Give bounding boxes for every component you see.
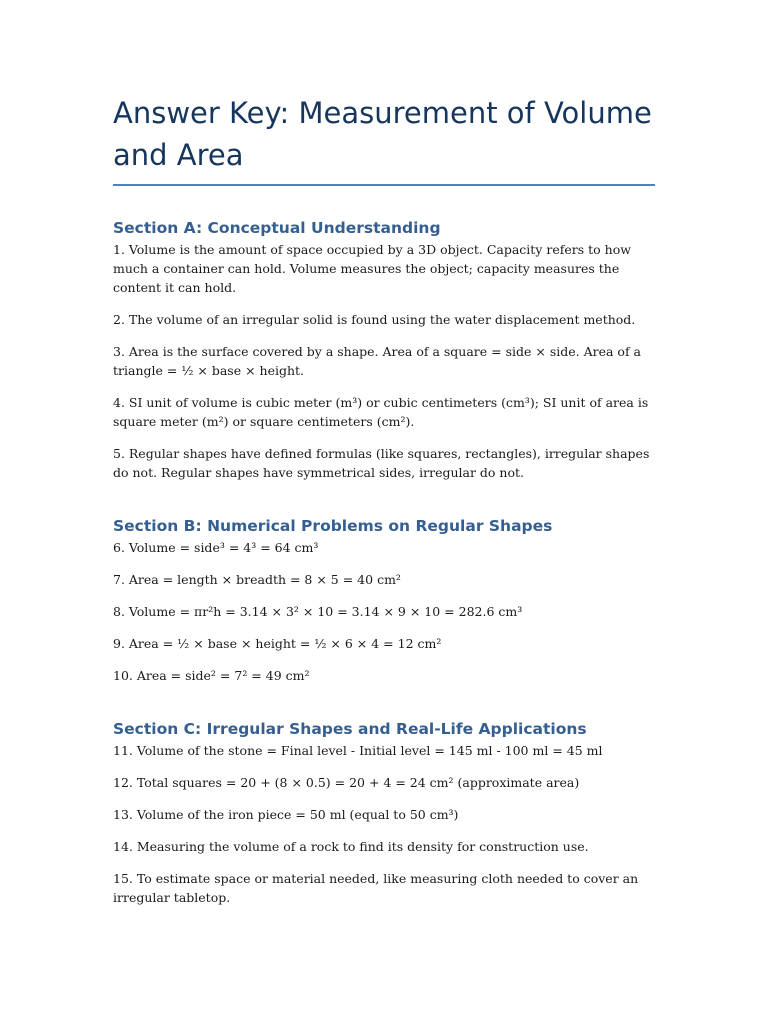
section-c-heading: Section C: Irregular Shapes and Real-Life Applications (113, 720, 587, 738)
answer-item-5: 5. Regular shapes have defined formulas (like squares, rectangles), irregular shapes do not. Regular shapes have symmetrical sides, irregular do not. (113, 446, 650, 480)
answer-item-14: 14. Measuring the volume of a rock to find its density for construction use. (113, 839, 589, 854)
answer-item-6: 6. Volume = side³ = 4³ = 64 cm³ (113, 540, 319, 555)
answer-item-7: 7. Area = length × breadth = 8 × 5 = 40 cm² (113, 572, 401, 587)
document-title: Answer Key: Measurement of Volume and Area (113, 92, 655, 186)
answer-item-15: 15. To estimate space or material needed, like measuring cloth needed to cover an irregular tabletop. (113, 871, 639, 905)
answer-item-2: 2. The volume of an irregular solid is found using the water displacement method. (113, 312, 636, 327)
answer-item-3: 3. Area is the surface covered by a shape. Area of a square = side × side. Area of a triangle = ½ × base × height. (113, 344, 641, 378)
section-c (113, 718, 655, 907)
answer-item-1: 1. Volume is the amount of space occupied by a 3D object. Capacity refers to how much a container can hold. Volume measures the object; capacity measures the content it can hold. (113, 242, 631, 295)
section-a-heading: Section A: Conceptual Understanding (113, 219, 441, 237)
answer-item-13: 13. Volume of the iron piece = 50 ml (equal to 50 cm³) (113, 807, 459, 822)
answer-item-10: 10. Area = side² = 7² = 49 cm² (113, 668, 310, 683)
answer-item-8: 8. Volume = πr²h = 3.14 × 3² × 10 = 3.14 × 9 × 10 = 282.6 cm³ (113, 604, 523, 619)
document-page (113, 92, 655, 907)
section-a (113, 217, 655, 482)
section-b (113, 515, 655, 685)
answer-item-12: 12. Total squares = 20 + (8 × 0.5) = 20 + 4 = 24 cm² (approximate area) (113, 775, 580, 790)
answer-item-4: 4. SI unit of volume is cubic meter (m³) or cubic centimeters (cm³); SI unit of area is square meter (m²) or square centimeters (cm²). (113, 395, 649, 429)
section-b-heading: Section B: Numerical Problems on Regular Shapes (113, 517, 553, 535)
answer-item-9: 9. Area = ½ × base × height = ½ × 6 × 4 = 12 cm² (113, 636, 442, 651)
answer-item-11: 11. Volume of the stone = Final level - Initial level = 145 ml - 100 ml = 45 ml (113, 743, 603, 758)
